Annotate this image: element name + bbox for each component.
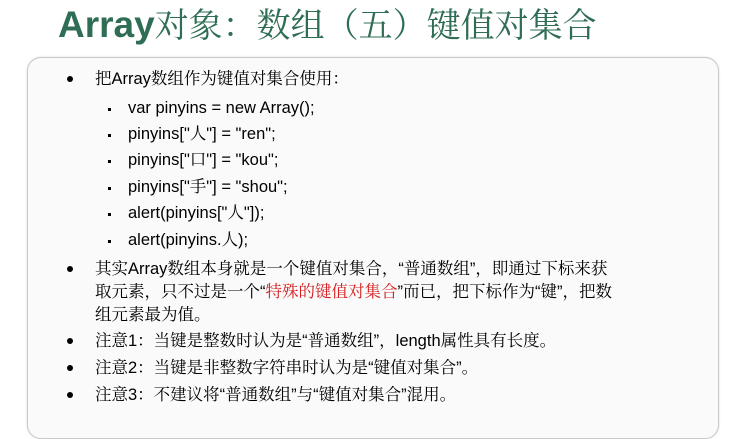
- code-line: pinyins["口"] = "kou";: [128, 151, 279, 169]
- sub-bullet-dot: [108, 187, 111, 190]
- bullet-intro: 把Array数组作为键值对集合使用：: [95, 70, 349, 88]
- bullet-array-line1: 其实Array数组本身就是一个键值对集合，“普通数组”，即通过下标来获: [95, 260, 608, 278]
- bullet-note-3: 注意3：不建议将“普通数组”与“键值对集合”混用。: [95, 386, 457, 404]
- bullet-dot: [67, 76, 73, 82]
- bullet-note-1: 注意1：当键是整数时认为是“普通数组”，length属性具有长度。: [95, 332, 557, 350]
- code-line: pinyins["手"] = "shou";: [128, 178, 288, 196]
- bullet-array-line3: 组元素最为值。: [95, 306, 211, 324]
- bullet-dot: [67, 365, 73, 371]
- text-segment: ”而已，把下标作为“键”，把数: [397, 283, 612, 301]
- title-rest: 对象：数组（五）键值对集合: [154, 7, 597, 45]
- bullet-dot: [67, 338, 73, 344]
- bullet-note-2: 注意2：当键是非整数字符串时认为是“键值对集合”。: [95, 359, 479, 377]
- bullet-dot: [67, 392, 73, 398]
- sub-bullet-dot: [108, 160, 111, 163]
- text-segment: 取元素，只不过是一个“: [95, 283, 266, 301]
- title-prefix: Array: [58, 4, 155, 45]
- code-line: alert(pinyins["人"]);: [128, 204, 265, 222]
- code-line: alert(pinyins.人);: [128, 231, 249, 249]
- code-line: pinyins["人"] = "ren";: [128, 125, 276, 143]
- sub-bullet-dot: [108, 213, 111, 216]
- bullet-array-line2: [95, 281, 612, 303]
- sub-bullet-dot: [108, 240, 111, 243]
- sub-bullet-dot: [108, 134, 111, 137]
- sub-bullet-dot: [108, 108, 111, 111]
- code-line: var pinyins = new Array();: [128, 99, 315, 117]
- highlight-text: 特殊的键值对集合: [265, 283, 398, 301]
- bullet-dot: [67, 266, 73, 272]
